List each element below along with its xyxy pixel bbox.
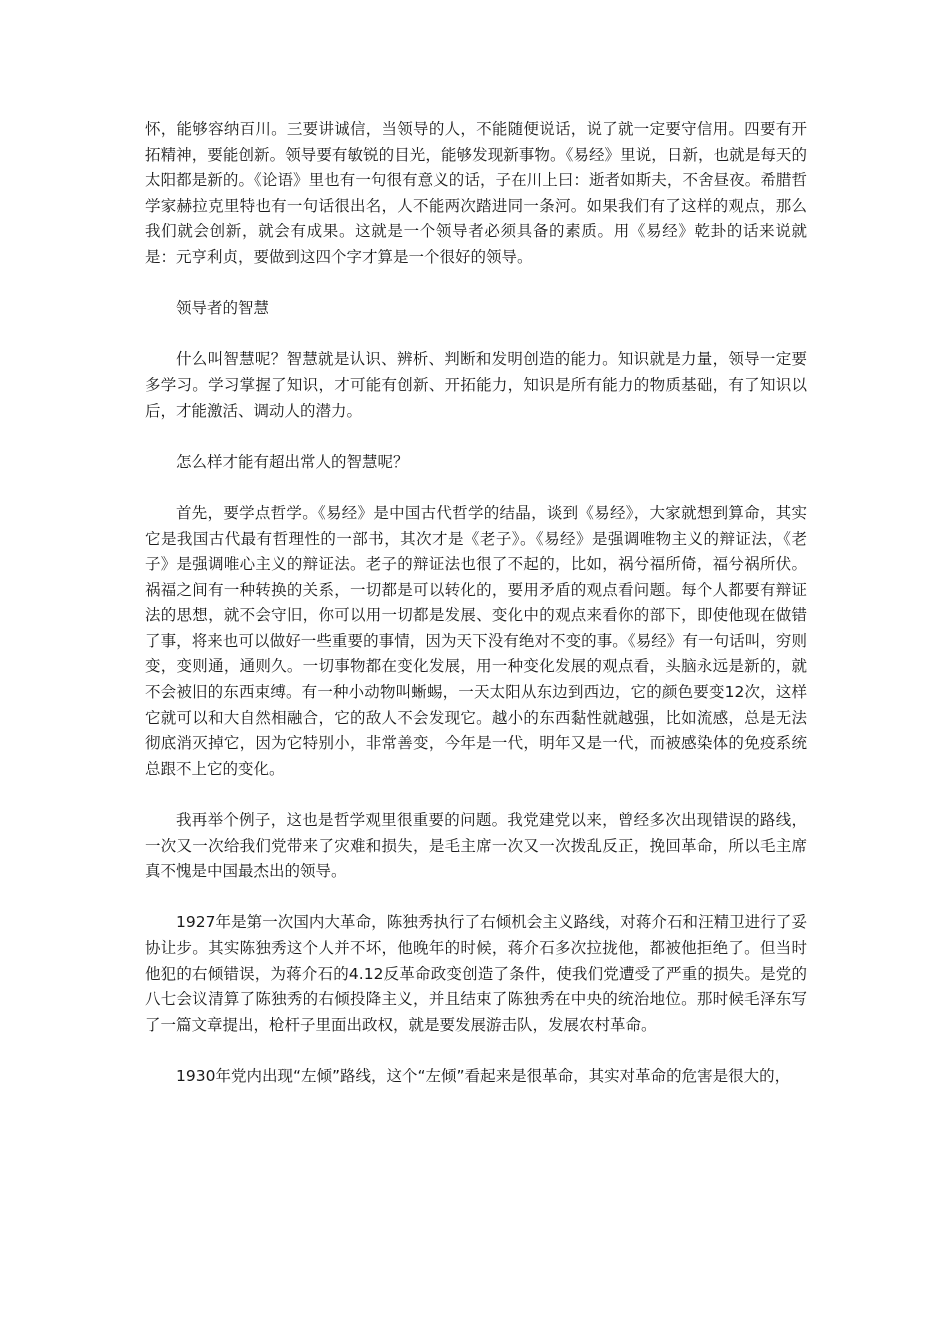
paragraph-study-philosophy: 首先，要学点哲学。《易经》是中国古代哲学的结晶，谈到《易经》，大家就想到算命，其实它是我国古代最有哲理性的一部书，其次才是《老子》。《易经》是强调唯物主义的辩证法，《老子》是强调唯心主义的辩证法。老子的辩证法也很了不起的，比如，祸兮福所倚，福兮祸所伏。祸福之间有一种转换的关系，一切都是可以转化的，要用矛盾的观点看问题。每个人都要有辩证法的思想，就不会守旧，你可以用一切都是发展、变化中的观点来看你的部下，即使他现在做错了事，将来也可以做好一些重要的事情，因为天下没有绝对不变的事。《易经》有一句话叫，穷则变，变则通，通则久。一切事物都在变化发展，用一种变化发展的观点看，头脑永远是新的，就不会被旧的东西束缚。有一种小动物叫蜥蜴，一天太阳从东边到西边，它的颜色要变12次，这样它就可以和大自然相融合，它的敌人不会发现它。越小的东西黏性就越强，比如流感，总是无法彻底消灭掉它，因为它特别小，非常善变，今年是一代，明年又是一代，而被感染体的免疫系统总跟不上它的变化。: [145, 503, 807, 778]
paragraph-1930-left-line: 1930年党内出现“左倾”路线，这个“左倾”看起来是很革命，其实对革命的危害是很大的，: [176, 1066, 791, 1085]
section-question-extraordinary-wisdom: 怎么样才能有超出常人的智慧呢？: [176, 452, 409, 471]
section-heading-leader-wisdom: 领导者的智慧: [176, 299, 270, 318]
paragraph-party-example: 我再举个例子，这也是哲学观里很重要的问题。我党建党以来，曾经多次出现错误的路线，一次又一次给我们党带来了灾难和损失，是毛主席一次又一次拨乱反正，挽回革命，所以毛主席真不愧是中国最杰出的领导。: [145, 811, 807, 881]
document-page: [145, 117, 807, 1115]
paragraph-1927-revolution: 1927年是第一次国内大革命，陈独秀执行了右倾机会主义路线，对蒋介石和汪精卫进行了妥协让步。其实陈独秀这个人并不坏，他晚年的时候，蒋介石多次拉拢他，都被他拒绝了。但当时他犯的右倾错误，为蒋介石的4.12反革命政变创造了条件，使我们党遭受了严重的损失。是党的八七会议清算了陈独秀的右倾投降主义，并且结束了陈独秀在中央的统治地位。那时候毛泽东写了一篇文章提出，枪杆子里面出政权，就是要发展游击队，发展农村革命。: [145, 913, 807, 1034]
paragraph-leadership-qualities: 怀，能够容纳百川。三要讲诚信，当领导的人，不能随便说话，说了就一定要守信用。四要有开拓精神，要能创新。领导要有敏锐的目光，能够发现新事物。《易经》里说，日新，也就是每天的太阳都是新的。《论语》里也有一句很有意义的话，子在川上曰：逝者如斯夫，不舍昼夜。希腊哲学家赫拉克里特也有一句话很出名，人不能两次踏进同一条河。如果我们有了这样的观点，那么我们就会创新，就会有成果。这就是一个领导者必须具备的素质。用《易经》乾卦的话来说就是：元亨利贞，要做到这四个字才算是一个很好的领导。: [145, 120, 807, 266]
paragraph-what-is-wisdom: 什么叫智慧呢？智慧就是认识、辨析、判断和发明创造的能力。知识就是力量，领导一定要多学习。学习掌握了知识，才可能有创新、开拓能力，知识是所有能力的物质基础，有了知识以后，才能激活、调动人的潜力。: [145, 350, 807, 420]
